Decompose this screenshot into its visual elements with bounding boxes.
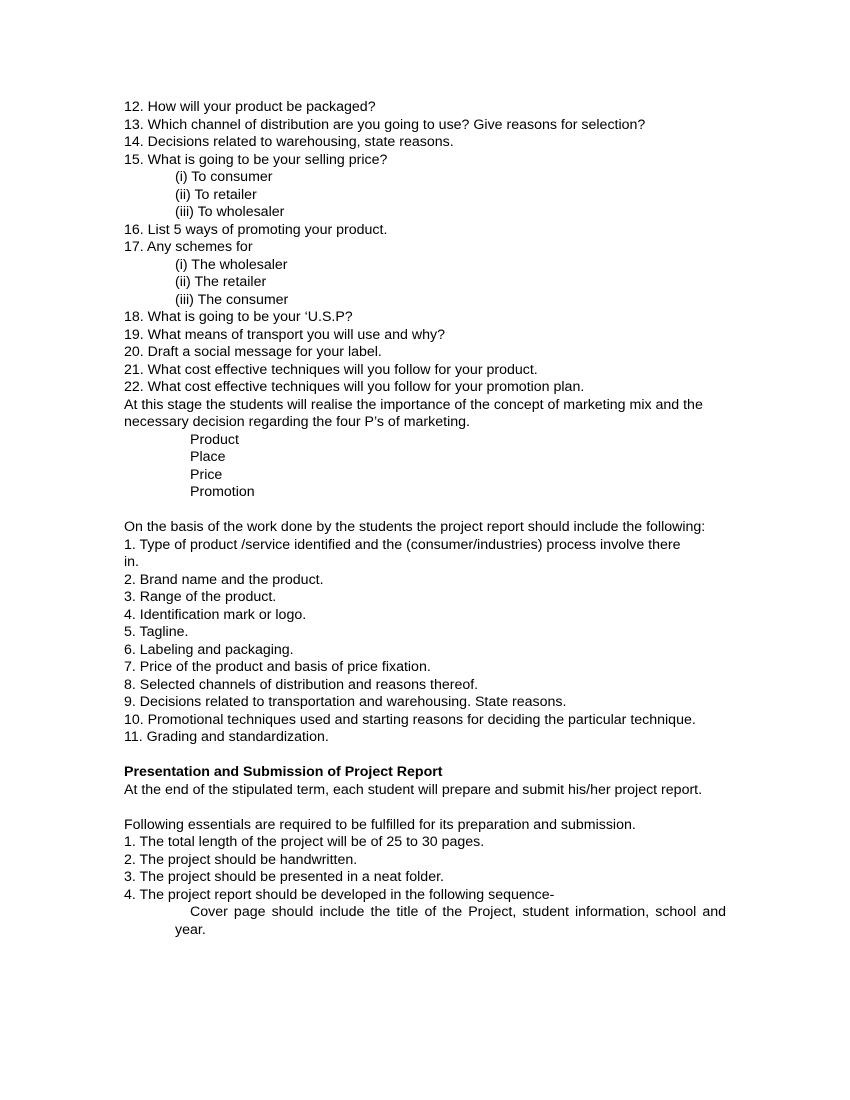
report-item-7: 7. Price of the product and basis of price fixation.	[124, 659, 431, 675]
four-ps-label: Promotion	[190, 484, 255, 500]
question-13: 13. Which channel of distribution are you going to use? Give reasons for selection?	[124, 116, 646, 133]
four-ps-item-place	[124, 449, 726, 467]
spacer	[124, 502, 726, 520]
report-item-2: 2. Brand name and the product.	[124, 571, 324, 588]
section-heading: Presentation and Submission of Project Report	[124, 764, 443, 780]
sequence-item-text: Cover page should include the title of the Project, student information, school and year.	[175, 904, 726, 938]
essential-1: 1. The total length of the project will be of 25 to 30 pages.	[124, 834, 485, 850]
report-item-10: 10. Promotional techniques used and starting reasons for deciding the particular technique.	[124, 711, 696, 728]
report-item-8: 8. Selected channels of distribution and reasons thereof.	[124, 676, 479, 693]
four-ps-label: Product	[190, 431, 239, 448]
question-20: 20. Draft a social message for your label.	[124, 344, 382, 360]
report-item-9: 9. Decisions related to transportation and warehousing. State reasons.	[124, 694, 567, 710]
scheme-option-consumer: (iii) The consumer	[175, 291, 289, 308]
question-12: 12. How will your product be packaged?	[124, 99, 376, 115]
report-item-5: 5. Tagline.	[124, 624, 189, 640]
submission-paragraph: At the end of the stipulated term, each student will prepare and submit his/her project report.	[124, 781, 703, 798]
document-page	[124, 99, 726, 939]
four-ps-label: Place	[190, 449, 226, 465]
report-item-11: 11. Grading and standardization.	[124, 729, 329, 745]
essential-2: 2. The project should be handwritten.	[124, 851, 358, 868]
price-option-wholesaler: (iii) To wholesaler	[175, 204, 285, 220]
scheme-option-retailer: (ii) The retailer	[175, 274, 267, 290]
question-19: 19. What means of transport you will use and why?	[124, 326, 445, 343]
report-item-1: 1. Type of product /service identified and the (consumer/industries) process involve there in.	[124, 536, 681, 570]
four-ps-item-price	[124, 467, 726, 485]
sequence-item-cover-page	[124, 904, 726, 939]
question-17: 17. Any schemes for	[124, 239, 253, 255]
four-ps-item-product	[124, 432, 726, 450]
question-16: 16. List 5 ways of promoting your product.	[124, 221, 388, 238]
report-item-3: 3. Range of the product.	[124, 589, 277, 605]
marketing-mix-paragraph: At this stage the students will realise the importance of the concept of marketing mix and the necessary decision regarding the four P’s of marketing.	[124, 396, 703, 430]
scheme-option-wholesaler: (i) The wholesaler	[175, 256, 288, 273]
four-ps-item-promotion	[124, 484, 726, 502]
spacer	[124, 799, 726, 817]
question-14: 14. Decisions related to warehousing, state reasons.	[124, 134, 454, 150]
four-ps-label: Price	[190, 466, 223, 483]
essential-3: 3. The project should be presented in a neat folder.	[124, 869, 444, 885]
question-15: 15. What is going to be your selling price?	[124, 151, 388, 168]
report-item-6: 6. Labeling and packaging.	[124, 641, 294, 658]
spacer	[124, 747, 726, 765]
price-option-retailer: (ii) To retailer	[175, 186, 257, 203]
question-21: 21. What cost effective techniques will you follow for your product.	[124, 361, 538, 378]
essential-4: 4. The project report should be developed in the following sequence-	[124, 886, 555, 903]
essentials-intro: Following essentials are required to be fulfilled for its preparation and submission.	[124, 816, 636, 833]
report-intro-paragraph: On the basis of the work done by the students the project report should include the following:	[124, 519, 706, 535]
question-22: 22. What cost effective techniques will you follow for your promotion plan.	[124, 379, 585, 395]
question-18: 18. What is going to be your ‘U.S.P?	[124, 309, 353, 325]
report-item-4: 4. Identification mark or logo.	[124, 606, 307, 623]
price-option-consumer: (i) To consumer	[175, 169, 273, 185]
